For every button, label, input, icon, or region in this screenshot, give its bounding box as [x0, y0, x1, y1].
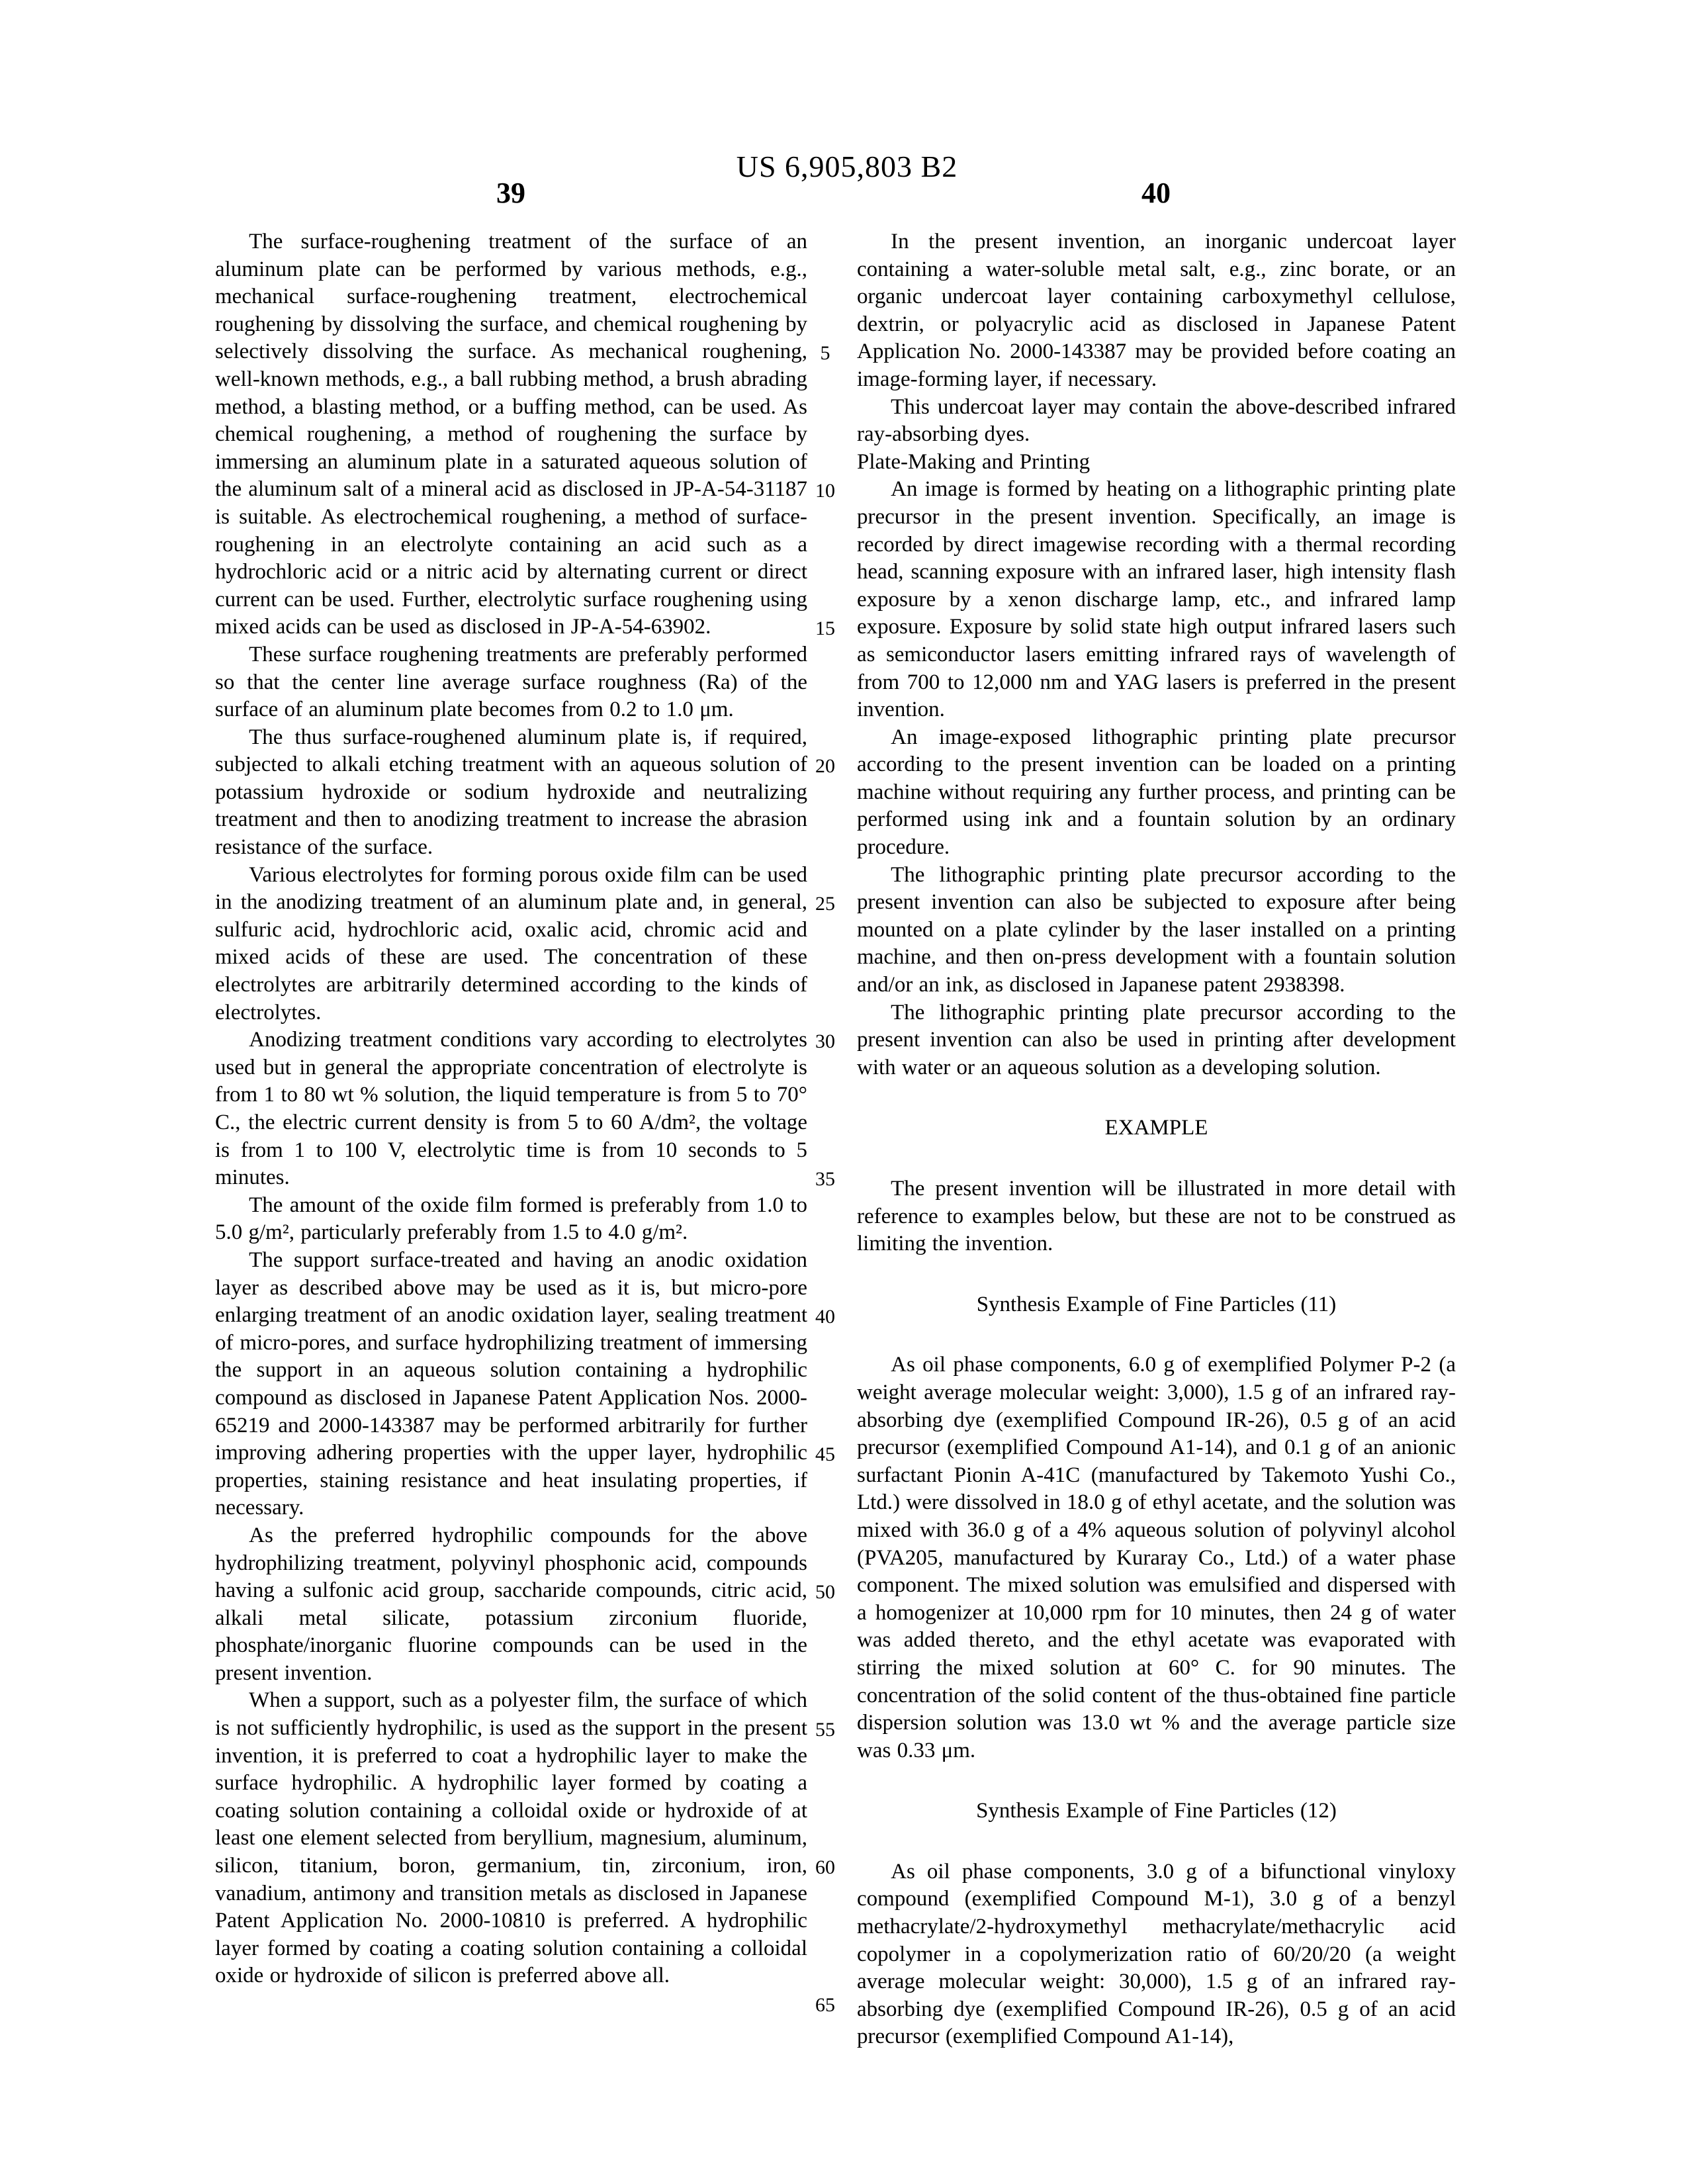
line-number: 5: [820, 342, 830, 364]
line-number: 10: [815, 480, 835, 502]
paragraph: The amount of the oxide film formed is preferably from 1.0 to 5.0 g/m², particularly preferably from 1.5 to 4.0 g/m².: [215, 1193, 807, 1245]
section-heading: Synthesis Example of Fine Particles (12): [976, 1799, 1337, 1823]
line-number: 25: [815, 893, 835, 915]
line-number: 40: [815, 1306, 835, 1328]
paragraph: As oil phase components, 3.0 g of a bifunctional vinyloxy compound (exemplified Compound M-1), 3.0 g of a benzyl methacrylate/2-hydroxymethyl methacrylate/methacrylic acid copolymer in a copolymerization ratio of 60/20/20 (a weight average molecular weight: 30,000), 1.5 g of an infrared ray-absorbing dye (exemplified Compound IR-26), 0.5 g of an acid precursor (exemplified Compound A1-14),: [857, 1859, 1456, 2049]
section-heading: EXAMPLE: [1104, 1116, 1208, 1140]
text-column-left: [215, 228, 807, 1990]
section-heading: Plate-Making and Printing: [857, 449, 1091, 474]
paragraph: As the preferred hydrophilic compounds for the above hydrophilizing treatment, polyvinyl phosphonic acid, compounds having a sulfonic acid group, saccharide compounds, citric acid, alkali metal silicate, potassium zirconium fluoride, phosphate/inorganic fluorine compounds can be used in the present invention.: [215, 1523, 807, 1685]
paragraph: The lithographic printing plate precursor according to the present invention can also be used in printing after development with water or an aqueous solution as a developing solution.: [857, 1000, 1456, 1079]
line-number: 35: [815, 1168, 835, 1190]
paragraph: The support surface-treated and having an anodic oxidation layer as described above may be used as it is, but micro-pore enlarging treatment of an anodic oxidation layer, sealing treatment of micro-pores, and surface hydrophilizing treatment of immersing the support in an aqueous solution containing a hydrophilic compound as disclosed in Japanese Patent Application Nos. 2000-65219 and 2000-143387 may be performed arbitrarily for further improving adhering properties with the upper layer, hydrophilic properties, staining resistance and heat insulating properties, if necessary.: [215, 1248, 807, 1520]
paragraph: As oil phase components, 6.0 g of exemplified Polymer P-2 (a weight average molecular weight: 3,000), 1.5 g of an infrared ray-absorbing dye (exemplified Compound IR-26), 0.5 g of an acid precursor (exemplified Compound A1-14), and 0.1 g of an anionic surfactant Pionin A-41C (manufactured by Takemoto Yushi Co., Ltd.) were dissolved in 18.0 g of ethyl acetate, and the solution was mixed with 36.0 g of a 4% aqueous solution of polyvinyl alcohol (PVA205, manufactured by Kuraray Co., Ltd.) of a water phase component. The mixed solution was emulsified and dispersed with a homogenizer at 10,000 rpm for 10 minutes, then 24 g of water was added thereto, and the ethyl acetate was evaporated with stirring the mixed solution at 60° C. for 90 minutes. The concentration of the solid content of the thus-obtained fine particle dispersion solution was 13.0 wt % and the average particle size was 0.33 μm.: [857, 1353, 1456, 1762]
line-number: 45: [815, 1443, 835, 1465]
section-heading: Synthesis Example of Fine Particles (11): [976, 1292, 1337, 1316]
line-number: 15: [815, 617, 835, 639]
paragraph: This undercoat layer may contain the above-described infrared ray-absorbing dyes.: [857, 394, 1456, 447]
paragraph: The present invention will be illustrated in more detail with reference to examples below, but these are not to be construed as limiting the invention.: [857, 1177, 1456, 1256]
line-number: 50: [815, 1581, 835, 1603]
line-number: 20: [815, 755, 835, 777]
line-number: 60: [815, 1856, 835, 1878]
paragraph: These surface roughening treatments are preferably performed so that the center line average surface roughness (Ra) of the surface of an aluminum plate becomes from 0.2 to 1.0 μm.: [215, 642, 807, 722]
line-number: 30: [815, 1030, 835, 1052]
line-number: 55: [815, 1719, 835, 1741]
paragraph: Anodizing treatment conditions vary according to electrolytes used but in general the appropriate concentration of electrolyte is from 1 to 80 wt % solution, the liquid temperature is from 5 to 70° C., the electric current density is from 5 to 60 A/dm², the voltage is from 1 to 100 V, electrolytic time is from 10 seconds to 5 minutes.: [215, 1028, 807, 1190]
paragraph: Various electrolytes for forming porous oxide film can be used in the anodizing treatment of an aluminum plate and, in general, sulfuric acid, hydrochloric acid, oxalic acid, chromic acid and mixed acids of these are used. The concentration of these electrolytes are arbitrarily determined according to the kinds of electrolytes.: [215, 862, 807, 1024]
paragraph: The surface-roughening treatment of the surface of an aluminum plate can be performed by various methods, e.g., mechanical surface-roughening treatment, electrochemical roughening by dissolving the surface, and chemical roughening by selectively dissolving the surface. As mechanical roughening, well-known methods, e.g., a ball rubbing method, a brush abrading method, a blasting method, or a buffing method, can be used. As chemical roughening, a method of roughening the surface by immersing an aluminum plate in a saturated aqueous solution of the aluminum salt of a mineral acid as disclosed in JP-A-54-31187 is suitable. As electrochemical roughening, a method of surface-roughening in an electrolyte containing an acid such as a hydrochloric acid or a nitric acid by alternating current or direct current can be used. Further, electrolytic surface roughening using mixed acids can be used as disclosed in JP-A-54-63902.: [215, 230, 807, 639]
paragraph: When a support, such as a polyester film, the surface of which is not sufficiently hydrophilic, is used as the support in the present invention, it is preferred to coat a hydrophilic layer to make the surface hydrophilic. A hydrophilic layer formed by coating a coating solution containing a colloidal oxide or hydroxide of at least one element selected from beryllium, magnesium, aluminum, silicon, titanium, boron, germanium, tin, zirconium, iron, vanadium, antimony and transition metals as disclosed in Japanese Patent Application No. 2000-10810 is preferred. A hydrophilic layer formed by coating a coating solution containing a colloidal oxide or hydroxide of silicon is preferred above all.: [215, 1688, 807, 1988]
text-column-right: [857, 228, 1456, 2051]
column-number-right: 40: [1141, 177, 1171, 209]
paragraph: An image-exposed lithographic printing plate precursor according to the present invention can be loaded on a printing machine without requiring any further process, and printing can be performed using ink and a fountain solution by an ordinary procedure.: [857, 725, 1456, 860]
paragraph: In the present invention, an inorganic undercoat layer containing a water-soluble metal salt, e.g., zinc borate, or an organic undercoat layer containing carboxymethyl cellulose, dextrin, or polyacrylic acid as disclosed in Japanese Patent Application No. 2000-143387 may be provided before coating an image-forming layer, if necessary.: [857, 230, 1456, 391]
paragraph: The lithographic printing plate precursor according to the present invention can also be subjected to exposure after being mounted on a plate cylinder by the laser installed on a printing machine, and then on-press development with a fountain solution and/or an ink, as disclosed in Japanese patent 2938398.: [857, 862, 1456, 997]
paragraph: An image is formed by heating on a lithographic printing plate precursor in the present invention. Specifically, an image is recorded by direct imagewise recording with a thermal recording head, scanning exposure with an infrared laser, high intensity flash exposure by a xenon discharge lamp, etc., and infrared lamp exposure. Exposure by solid state high output infrared lasers such as semiconductor lasers emitting infrared rays of wavelength of from 700 to 12,000 nm and YAG lasers is preferred in the present invention.: [857, 477, 1456, 722]
paragraph: The thus surface-roughened aluminum plate is, if required, subjected to alkali etching treatment with an aqueous solution of potassium hydroxide or sodium hydroxide and neutralizing treatment and then to anodizing treatment to increase the abrasion resistance of the surface.: [215, 725, 807, 860]
patent-number-header: US 6,905,803 B2: [736, 150, 958, 183]
line-number: 65: [815, 1994, 835, 2016]
column-number-left: 39: [496, 177, 525, 209]
